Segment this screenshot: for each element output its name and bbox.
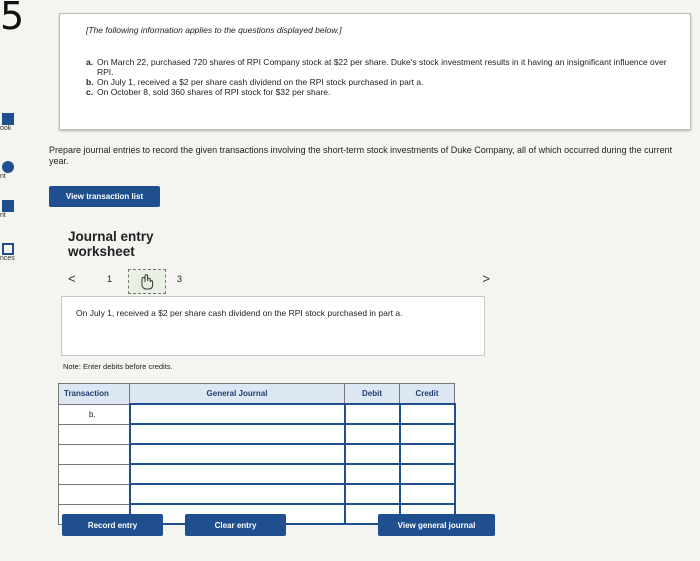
table-row	[59, 484, 455, 504]
sidebar-label: nt	[0, 173, 6, 180]
worksheet-pager	[60, 266, 500, 296]
general-journal-cell[interactable]	[130, 404, 345, 424]
debit-cell[interactable]	[345, 444, 400, 464]
page-3-link[interactable]: 3	[177, 274, 183, 284]
credit-cell[interactable]	[400, 444, 455, 464]
clear-entry-button[interactable]: Clear entry	[185, 514, 286, 536]
debit-cell[interactable]	[345, 464, 400, 484]
question-number: 5	[0, 0, 25, 38]
sidebar-item-print[interactable]	[0, 200, 20, 219]
sidebar-label: nt	[0, 212, 6, 219]
table-row	[59, 444, 455, 464]
list-item	[86, 87, 676, 97]
item-letter: b.	[86, 77, 94, 87]
transaction-cell	[59, 424, 130, 444]
transaction-description-box	[61, 296, 485, 356]
journal-entry-table	[58, 383, 456, 525]
worksheet-title: Journal entry worksheet	[68, 229, 154, 259]
hint-icon	[2, 161, 14, 173]
info-header: [The following information applies to the questions displayed below.]	[86, 25, 342, 35]
current-page-indicator[interactable]	[128, 269, 166, 294]
transaction-cell	[59, 444, 130, 464]
table-row	[59, 424, 455, 444]
credit-cell[interactable]	[400, 464, 455, 484]
record-entry-button[interactable]: Record entry	[62, 514, 163, 536]
table-row	[59, 464, 455, 484]
sidebar-item-references[interactable]	[0, 243, 20, 262]
view-general-journal-button[interactable]: View general journal	[378, 514, 495, 536]
item-text: On October 8, sold 360 shares of RPI stock for $32 per share.	[97, 87, 331, 97]
pointing-hand-icon	[138, 274, 156, 290]
column-header-credit: Credit	[400, 384, 455, 405]
credit-cell[interactable]	[400, 484, 455, 504]
sidebar-label: nces	[0, 255, 15, 262]
list-item	[86, 57, 676, 77]
debit-cell[interactable]	[345, 484, 400, 504]
previous-arrow[interactable]: <	[68, 271, 76, 286]
general-journal-cell[interactable]	[130, 464, 345, 484]
table-row	[59, 404, 455, 424]
transaction-description: On July 1, received a $2 per share cash dividend on the RPI stock purchased in part a.	[76, 308, 403, 318]
column-header-debit: Debit	[345, 384, 400, 405]
debit-cell[interactable]	[345, 404, 400, 424]
sidebar-item-hint[interactable]	[0, 161, 20, 180]
view-transaction-list-button[interactable]: View transaction list	[49, 186, 160, 207]
general-journal-cell[interactable]	[130, 424, 345, 444]
item-text: On March 22, purchased 720 shares of RPI Company stock at $22 per share. Duke's stock investment results in it having an insignificant influence over RPI.	[97, 57, 667, 77]
column-header-transaction: Transaction	[59, 384, 130, 405]
general-journal-cell[interactable]	[130, 444, 345, 464]
page-1-link[interactable]: 1	[107, 274, 113, 284]
transaction-cell	[59, 464, 130, 484]
entry-note: Note: Enter debits before credits.	[63, 362, 173, 371]
credit-cell[interactable]	[400, 424, 455, 444]
info-panel	[59, 13, 691, 130]
print-icon	[2, 200, 14, 212]
info-list	[86, 57, 676, 97]
debit-cell[interactable]	[345, 424, 400, 444]
transaction-cell	[59, 484, 130, 504]
transaction-cell: b.	[59, 404, 130, 424]
column-header-general-journal: General Journal	[130, 384, 345, 405]
credit-cell[interactable]	[400, 404, 455, 424]
book-icon	[2, 113, 14, 125]
question-prompt: Prepare journal entries to record the given transactions involving the short-term stock investments of Duke Company, all of which occurred during the current year.	[49, 145, 673, 166]
general-journal-cell[interactable]	[130, 484, 345, 504]
sidebar-label: ook	[0, 125, 12, 132]
sidebar-item-ebook[interactable]	[0, 113, 20, 132]
item-letter: c.	[86, 87, 94, 97]
references-icon	[2, 243, 14, 255]
item-text: On July 1, received a $2 per share cash dividend on the RPI stock purchased in part a.	[97, 77, 424, 87]
list-item	[86, 77, 676, 87]
next-arrow[interactable]: >	[482, 271, 490, 286]
item-letter: a.	[86, 57, 94, 67]
